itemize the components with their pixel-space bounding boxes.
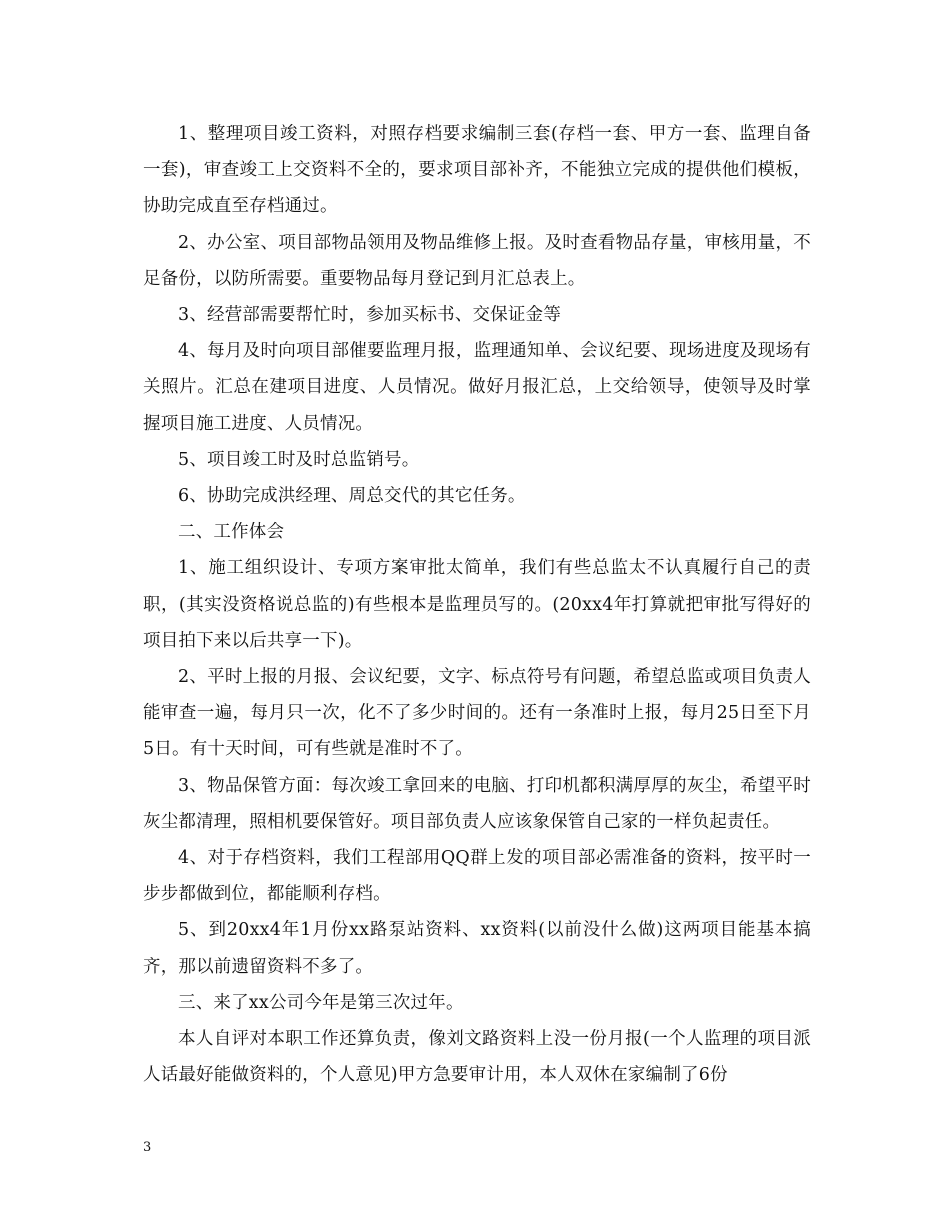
paragraph-task-6: 6、协助完成洪经理、周总交代的其它任务。: [178, 486, 526, 507]
paragraph-task-3: 3、经营部需要帮忙时，参加买标书、交保证金等: [178, 305, 562, 326]
paragraph-task-4: 4、每月及时向项目部催要监理月报，监理通知单、会议纪要、现场进度及现场有关照片。汇总在建项目进度、人员情况。做好月报汇总，上交给领导，使领导及时掌握项目施工进度、人员情况。: [143, 341, 811, 434]
document-body: [143, 116, 811, 1093]
paragraph-task-2: 2、办公室、项目部物品领用及物品维修上报。及时查看物品存量，审核用量，不足备份，以防所需要。重要物品每月登记到月汇总表上。: [143, 232, 811, 289]
paragraph-experience-1: 1、施工组织设计、专项方案审批太简单，我们有些总监太不认真履行自己的责职，(其实没资格说总监的)有些根本是监理员写的。(20xx4年打算就把审批写得好的项目拍下来以后共享一下)。: [143, 558, 811, 651]
paragraph-task-5: 5、项目竣工时及时总监销号。: [178, 449, 420, 470]
page-number: 3: [143, 1140, 152, 1155]
paragraph-experience-4: 4、对于存档资料，我们工程部用QQ群上发的项目部必需准备的资料，按平时一步步都做到位，都能顺利存档。: [143, 848, 811, 905]
section-heading-third: 三、来了xx公司今年是第三次过年。: [178, 992, 464, 1013]
paragraph-experience-2: 2、平时上报的月报、会议纪要，文字、标点符号有问题，希望总监或项目负责人能审查一遍，每月只一次，化不了多少时间的。还有一条准时上报，每月25日至下月5日。有十天时间，可有些就是准时不了。: [143, 667, 811, 760]
paragraph-experience-3: 3、物品保管方面：每次竣工拿回来的电脑、打印机都积满厚厚的灰尘，希望平时灰尘都清理，照相机要保管好。项目部负责人应该象保管自己家的一样负起责任。: [143, 775, 811, 832]
paragraph-task-1: 1、整理项目竣工资料，对照存档要求编制三套(存档一套、甲方一套、监理自备一套)，审查竣工上交资料不全的，要求项目部补齐，不能独立完成的提供他们模板，协助完成直至存档通过。: [143, 124, 811, 217]
paragraph-experience-5: 5、到20xx4年1月份xx路泵站资料、xx资料(以前没什么做)这两项目能基本搞齐，那以前遗留资料不多了。: [143, 920, 811, 977]
paragraph-self-evaluation: 本人自评对本职工作还算负责，像刘文路资料上没一份月报(一个人监理的项目派人话最好能做资料的，个人意见)甲方急要审计用，本人双休在家编制了6份: [143, 1029, 811, 1086]
section-heading-experience: 二、工作体会: [178, 522, 285, 543]
